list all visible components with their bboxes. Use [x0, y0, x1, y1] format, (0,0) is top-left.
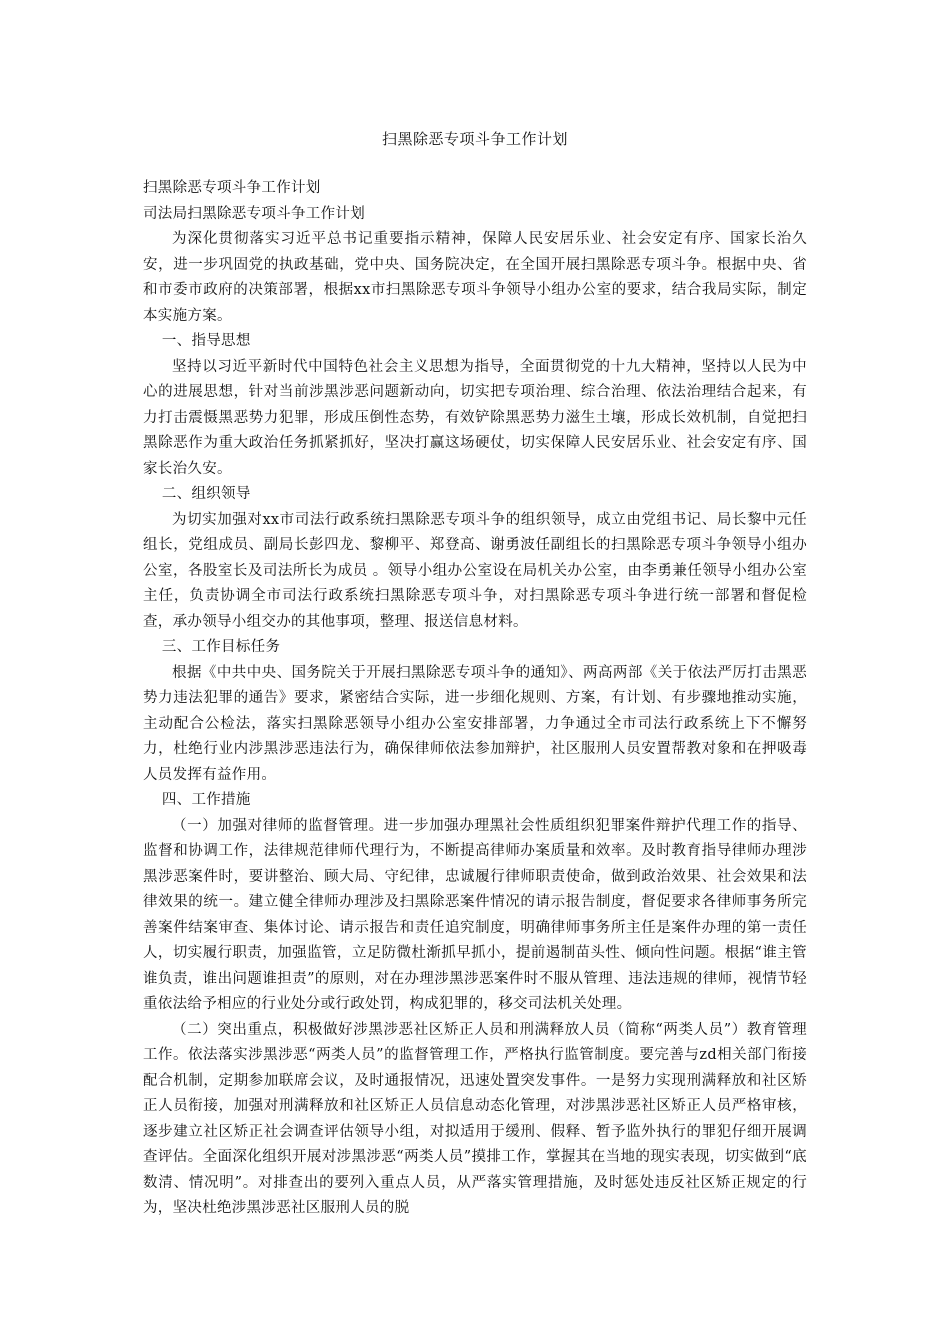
document-page	[143, 0, 807, 1344]
section-paragraph-measures-2: （二）突出重点，积极做好涉黑涉恶社区矫正人员和刑满释放人员（简称“两类人员”）教育管理工作。依法落实涉黑涉恶“两类人员”的监督管理工作，严格执行监管制度。要完善与zd相关部门衔接配合机制，定期参加联席会议，及时通报情况，迅速处置突发事件。一是努力实现刑满释放和社区矫正人员衔接，加强对刑满释放和社区矫正人员信息动态化管理，对涉黑涉恶社区矫正人员严格审核，逐步建立社区矫正社会调查评估领导小组，对拟适用于缓刑、假释、暂予监外执行的罪犯仔细开展调查评估。全面深化组织开展对涉黑涉恶“两类人员”摸排工作，掌握其在当地的现实表现，切实做到“底数清、情况明”。对排查出的要列入重点人员，从严落实管理措施，及时惩处违反社区矫正规定的行为，坚决杜绝涉黑涉恶社区服刑人员的脱	[143, 1021, 807, 1216]
document-body	[143, 176, 807, 1222]
section-paragraph-guiding: 坚持以习近平新时代中国特色社会主义思想为指导，全面贯彻党的十九大精神，坚持以人民为中心的进展思想，针对当前涉黑涉恶问题新动向，切实把专项治理、综合治理、依法治理结合起来，有力打击震慑黑恶势力犯罪，形成压倒性态势，有效铲除黑恶势力滋生土壤，形成长效机制，自觉把扫黑除恶作为重大政治任务抓紧抓好，坚决打赢这场硬仗，切实保障人民安居乐业、社会安定有序、国家长治久安。	[143, 358, 807, 477]
section-heading-measures: 四、工作措施	[161, 792, 251, 808]
intro-paragraph: 为深化贯彻落实习近平总书记重要指示精神，保障人民安居乐业、社会安定有序、国家长治久安，进一步巩固党的执政基础，党中央、国务院决定，在全国开展扫黑除恶专项斗争。根据中央、省和市委市政府的决策部署，根据xx市扫黑除恶专项斗争领导小组办公室的要求，结合我局实际，制定本实施方案。	[143, 231, 807, 324]
heading-plan: 扫黑除恶专项斗争工作计划	[143, 180, 321, 196]
heading-bureau-plan: 司法局扫黑除恶专项斗争工作计划	[143, 205, 365, 222]
section-paragraph-measures-1: （一）加强对律师的监督管理。进一步加强办理黑社会性质组织犯罪案件辩护代理工作的指导、监督和协调工作，法律规范律师代理行为，不断提高律师办案质量和效率。及时教育指导律师办理涉黑涉恶案件时，要讲整治、顾大局、守纪律，忠诚履行律师职责使命，做到政治效果、社会效果和法律效果的统一。建立健全律师办理涉及扫黑除恶案件情况的请示报告制度，督促要求各律师事务所完善案件结案审查、集体讨论、请示报告和责任追究制度，明确律师事务所主任是案件办理的第一责任人，切实履行职责，加强监管，立足防微杜渐抓早抓小，提前遏制苗头性、倾向性问题。根据“谁主管谁负责，谁出问题谁担责”的原则，对在办理涉黑涉恶案件时不服从管理、违法违规的律师，视情节轻重依法给予相应的行业处分或行政处罚，构成犯罪的，移交司法机关处理。	[143, 817, 807, 1012]
section-paragraph-goals: 根据《中共中央、国务院关于开展扫黑除恶专项斗争的通知》、两高两部《关于依法严厉打击黑恶势力违法犯罪的通告》要求，紧密结合实际，进一步细化规则、方案，有计划、有步骤地推动实施，主动配合公检法，落实扫黑除恶领导小组办公室安排部署，力争通过全市司法行政系统上下不懈努力，杜绝行业内涉黑涉恶违法行为，确保律师依法参加辩护，社区服刑人员安置帮教对象和在押吸毒人员发挥有益作用。	[143, 664, 807, 783]
document-title: 扫黑除恶专项斗争工作计划	[381, 130, 568, 148]
section-heading-guiding: 一、指导思想	[161, 333, 251, 349]
section-heading-goals: 三、工作目标任务	[161, 639, 281, 655]
section-heading-leadership: 二、组织领导	[161, 486, 251, 502]
section-paragraph-leadership: 为切实加强对xx市司法行政系统扫黑除恶专项斗争的组织领导，成立由党组书记、局长黎中元任组长，党组成员、副局长彭四龙、黎柳平、郑登高、谢勇波任副组长的扫黑除恶专项斗争领导小组办公室，各股室长及司法所长为成员 。领导小组办公室设在局机关办公室，由李勇兼任领导小组办公室主任，负责协调全市司法行政系统扫黑除恶专项斗争，对扫黑除恶专项斗争进行统一部署和督促检查，承办领导小组交办的其他事项，整理、报送信息材料。	[143, 511, 807, 630]
